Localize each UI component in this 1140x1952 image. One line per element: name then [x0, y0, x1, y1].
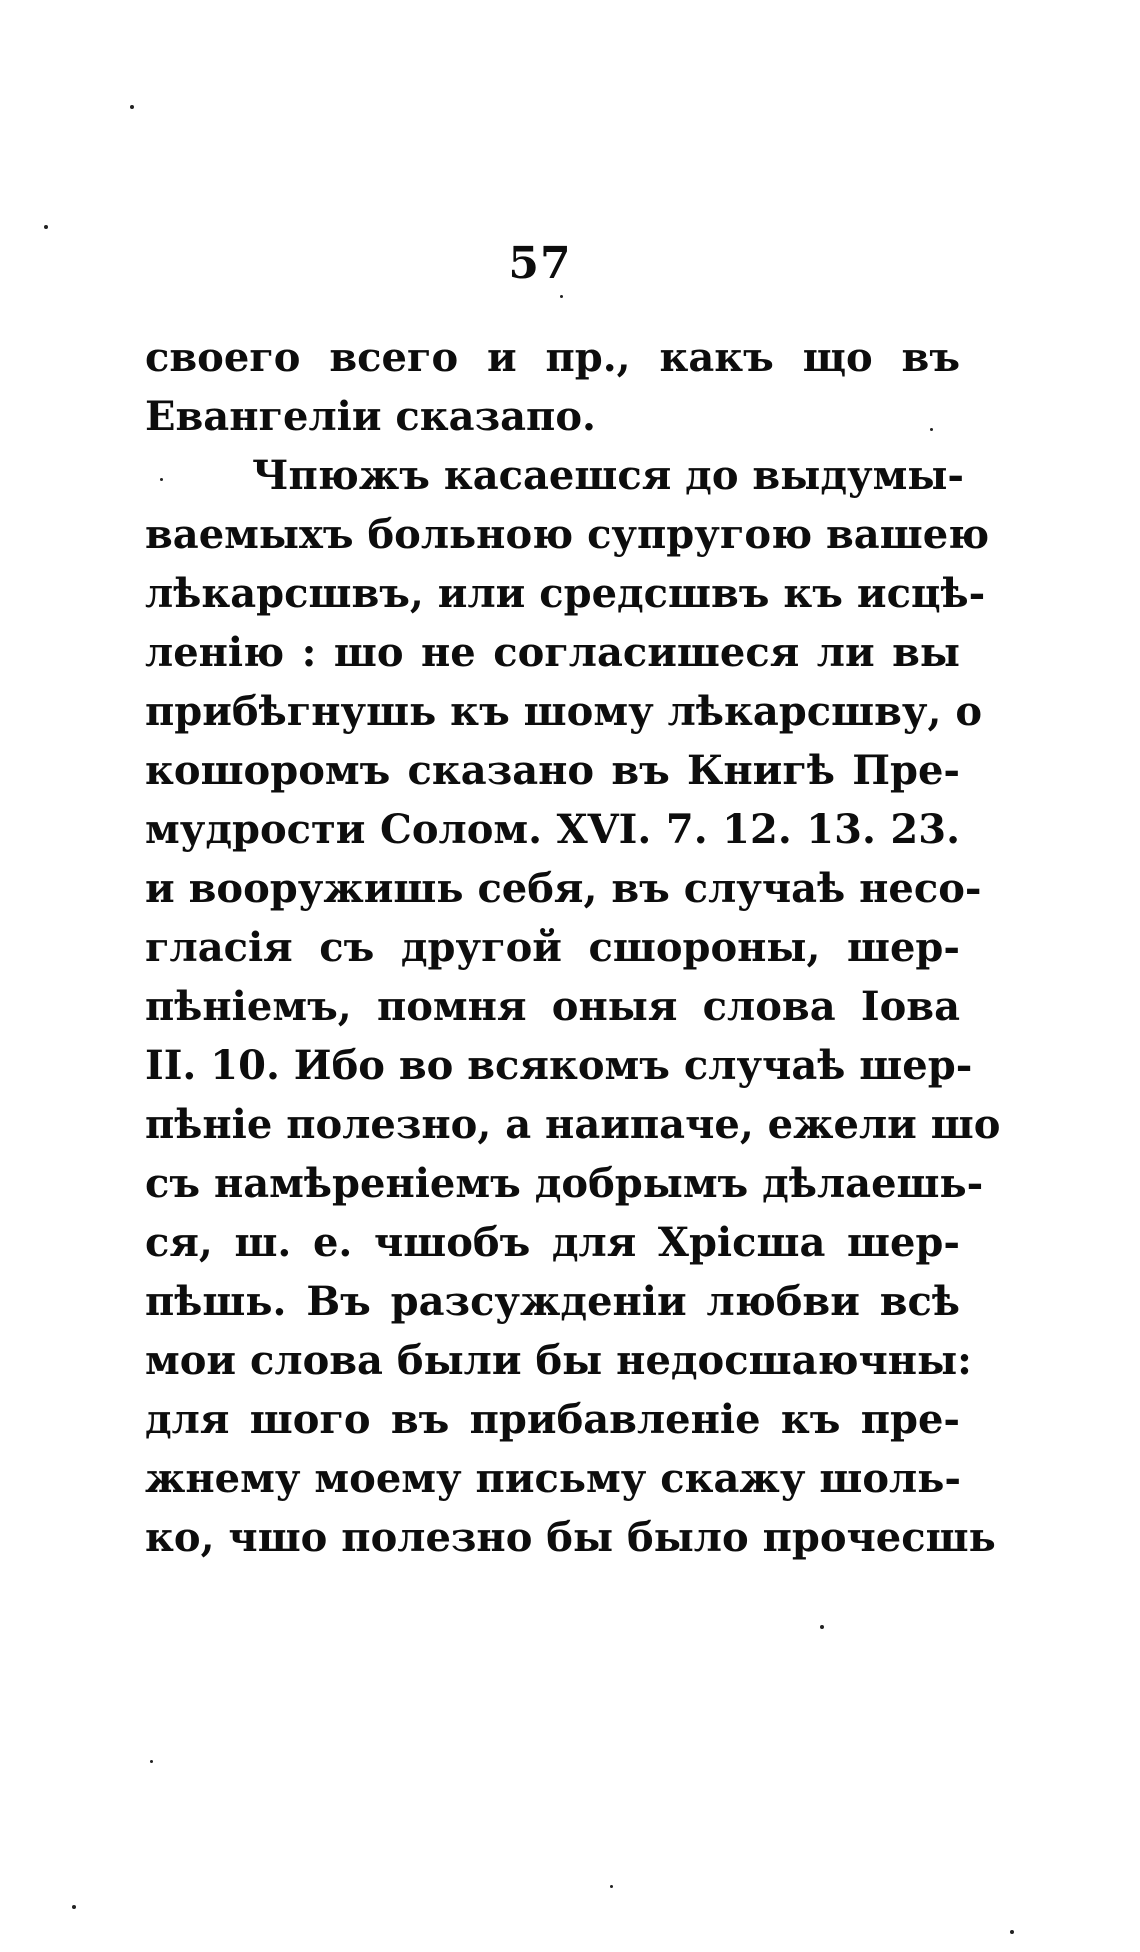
- scan-speck: [930, 428, 933, 431]
- page-number: 57: [508, 238, 572, 289]
- text-line: Чпюжъ касаешся до выдумы-: [252, 452, 965, 499]
- text-line: II. 10. Ибо во всякомъ случаѣ шер-: [145, 1042, 973, 1089]
- scan-speck: [160, 478, 163, 481]
- text-line: пѣшь. Въ разсужденіи любви всѣ: [145, 1278, 960, 1325]
- scan-speck: [610, 1885, 613, 1888]
- scan-speck: [1010, 1930, 1014, 1934]
- text-line: ся, ш. е. чшобъ для Хрісша шер-: [145, 1219, 960, 1266]
- scan-speck: [820, 1625, 824, 1629]
- text-line: лѣкарсшвъ, или средсшвъ къ исцѣ-: [145, 570, 986, 617]
- text-line: кошоромъ сказано въ Книгѣ Пре-: [145, 747, 960, 794]
- text-line: ваемыхъ больною супругою вашею: [145, 511, 990, 558]
- text-line: пѣніе полезно, а наипаче, ежели шо: [145, 1101, 1001, 1148]
- scan-speck: [72, 1905, 76, 1909]
- text-line: ленію : шо не согласишеся ли вы: [145, 629, 960, 676]
- text-line: гласія съ другой сшороны, шер-: [145, 924, 960, 971]
- text-line: съ намѣреніемъ добрымъ дѣлаешь-: [145, 1160, 984, 1207]
- text-line: ко, чшо полезно бы было прочесшь: [145, 1514, 996, 1561]
- scan-speck: [560, 295, 563, 298]
- text-line: мои слова были бы недосшаючны:: [145, 1337, 972, 1384]
- text-line: своего всего и пр., какъ що въ: [145, 334, 960, 381]
- text-line: для шого въ прибавленіе къ пре-: [145, 1396, 960, 1443]
- scan-speck: [130, 105, 134, 109]
- text-line: жнему моему письму скажу шоль-: [145, 1455, 961, 1502]
- scan-speck: [44, 225, 48, 229]
- text-line: Евангеліи сказапо.: [145, 393, 596, 440]
- text-line: и вооружишь себя, въ случаѣ несо-: [145, 865, 982, 912]
- scan-speck: [150, 1760, 153, 1763]
- text-line: прибѣгнушь къ шому лѣкарсшву, о: [145, 688, 982, 735]
- text-line: мудрости Солом. XVI. 7. 12. 13. 23.: [145, 806, 960, 853]
- text-line: пѣніемъ, помня оныя слова Іова: [145, 983, 960, 1030]
- body-text: [145, 328, 1001, 1567]
